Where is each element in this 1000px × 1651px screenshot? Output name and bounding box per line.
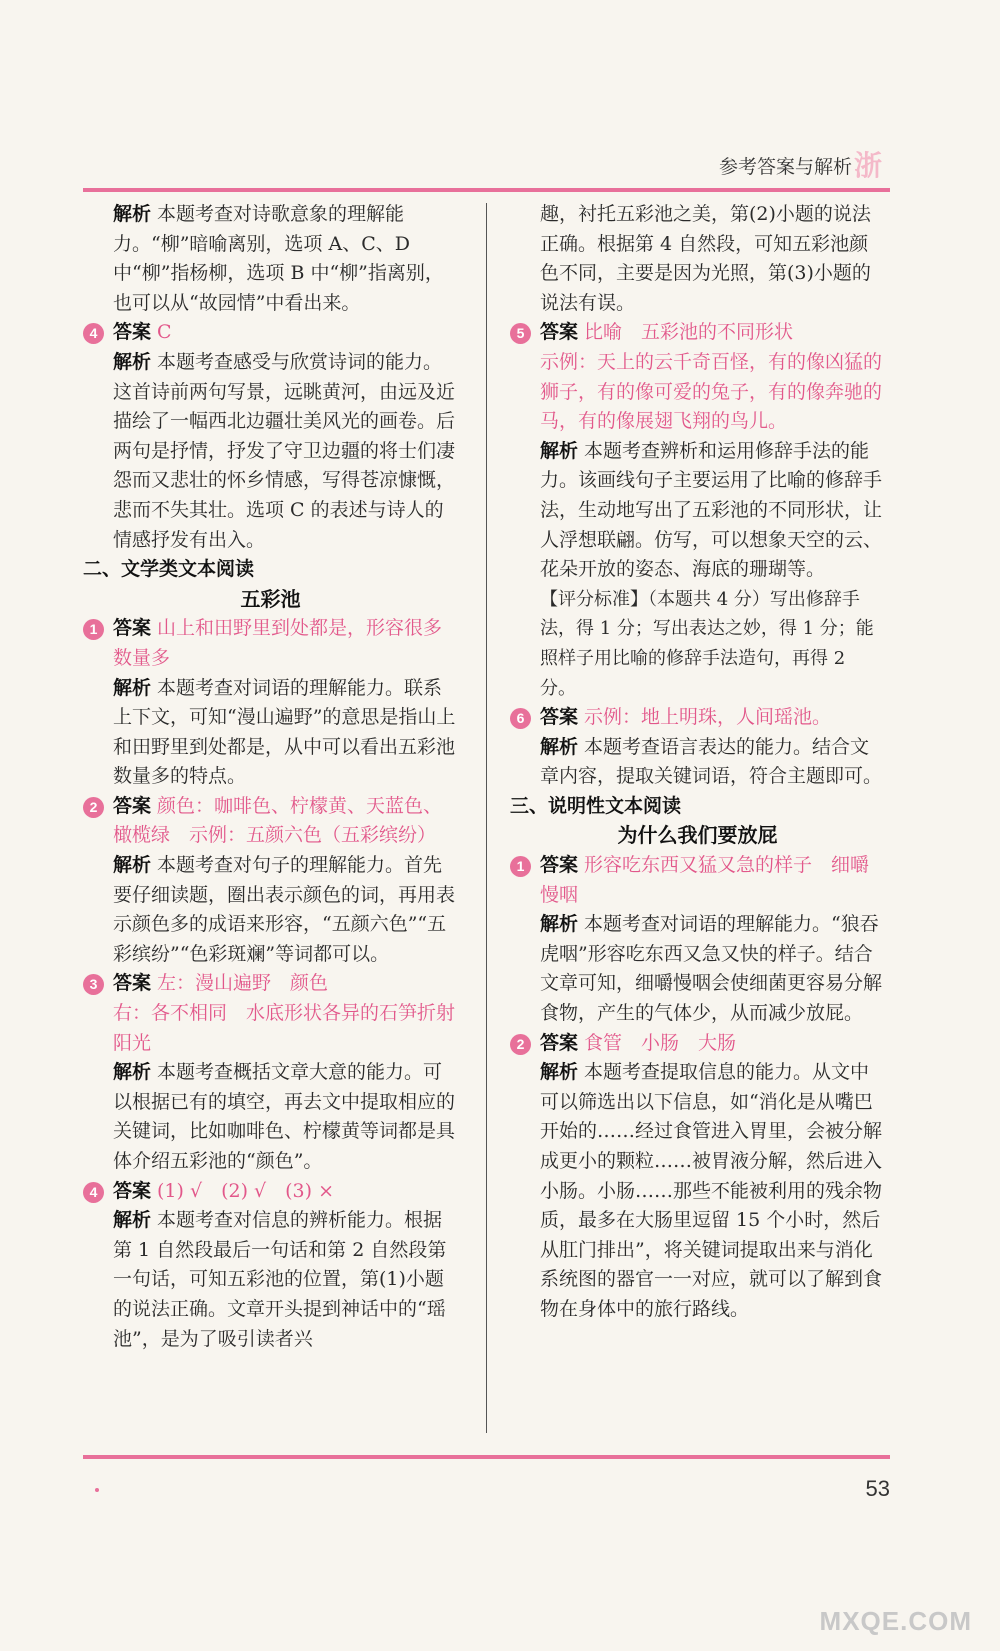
analysis-text: 本题考查语言表达的能力。结合文章内容，提取关键词语，符合主题即可。 [540,735,883,788]
question-5: 5 答案 比喻 五彩池的不同形状 示例：天上的云千奇百怪，有的像凶猛的狮子，有的像可爱的兔子，有的像奔驰的马，有的像展翅飞翔的鸟儿。 解析 本题考查辨析和运用修辞手法的能力。该画线句子主要运用了比喻的修辞手法，生动地写出了五彩池的不同形状，让人浮想联翩。仿写，可以想象天空的云、花朵开放的姿态、海底的珊瑚等。 【评分标准】（本题共 4 分）写出修辞手法，得 1 分；写出表达之妙，得 1 分；能照样子用比喻的修辞手法造句，再得 2 分。 [510,318,885,703]
answer-text: 食管 小肠 大肠 [584,1031,737,1054]
analysis-text: 本题考查概括文章大意的能力。可以根据已有的填空，再去文中提取相应的关键词，比如咖啡色、柠檬黄等词都是具体介绍五彩池的“颜色”。 [113,1061,456,1172]
answer-text: 示例：地上明珠，人间瑶池。 [584,706,832,729]
answer-text: 左：漫山遍野 颜色 [157,972,329,995]
answer-text: 形容吃东西又猛又急的样子 细嚼慢咽 [540,854,870,906]
analysis-text: 本题考查对词语的理解能力。联系上下文，可知“漫山遍野”的意思是指山上和田野里到处都是，从中可以看出五彩池数量多的特点。 [113,676,456,788]
article-title: 五彩池 [240,586,301,611]
question-1: 1 答案 山上和田野里到处都是，形容很多 数量多 解析 本题考查对词语的理解能力。联系上下文，可知“漫山遍野”的意思是指山上和田野里到处都是，从中可以看出五彩池数量多的特点。 [83,614,458,792]
answer-text: C [157,321,172,344]
answer-text: 山上和田野里到处都是，形容很多 数量多 [113,617,462,669]
analysis-text: 本题考查提取信息的能力。从文中可以筛选出以下信息，如“消化是从嘴巴开始的……经过食管进入胃里，会被分解成更小的颗粒……被胃液分解，然后进入小肠。小肠……那些不能被利用的残余物质，最多在大肠里逗留 15 个小时，然后从肛门排出”，将关键词提取出来与消化系统图的器官一一对应，就可以了解到食物在身体中的旅行路线。 [540,1061,883,1320]
section-heading: 三、说明性文本阅读 [510,794,682,817]
footer-rule [83,1455,890,1459]
province-mark: 浙 [854,149,883,182]
question-number: 4 [83,323,104,344]
column-divider [486,203,487,1433]
question-number: 5 [510,323,531,344]
question-2: 2 答案 颜色：咖啡色、柠檬黄、天蓝色、橄榄绿 示例：五颜六色（五彩缤纷） 解析 本题考查对句子的理解能力。首先要仔细读题，圈出表示颜色的词，再用表示颜色多的成语来形容，“五颜六色”“五彩缤纷”“色彩斑斓”等词都可以。 [83,792,458,970]
answer-text: (1) √ (2) √ (3) × [157,1179,335,1202]
question-number: 1 [83,619,104,640]
question-4b: 4 答案 (1) √ (2) √ (3) × 解析 本题考查对信息的辨析能力。根据第 1 自然段最后一句话和第 2 自然段第一句话，可知五彩池的位置，第(1)小题的说法正确。文章开头提到神话中的“瑶池”，是为了吸引读者兴 [83,1177,458,1355]
question-number: 1 [510,856,531,877]
scoring-standard: 【评分标准】（本题共 4 分）写出修辞手法，得 1 分；写出表达之妙，得 1 分；能照样子用比喻的修辞手法造句，再得 2 分。 [540,588,874,699]
analysis-text: 本题考查对句子的理解能力。首先要仔细读题，圈出表示颜色的词，再用表示颜色多的成语来形容，“五颜六色”“五彩缤纷”“色彩斑斓”等词都可以。 [113,854,456,965]
footer-dot [95,1488,99,1492]
question-3: 3 答案 左：漫山遍野 颜色 右：各不相同 水底形状各异的石笋折射阳光 解析 本题考查概括文章大意的能力。可以根据已有的填空，再去文中提取相应的关键词，比如咖啡色、柠檬黄等词都是具体介绍五彩池的“颜色”。 [83,969,458,1176]
question-4: 4 答案 C 解析 本题考查感受与欣赏诗词的能力。这首诗前两句写景，远眺黄河，由远及近描绘了一幅西北边疆壮美风光的画卷。后两句是抒情，抒发了守卫边疆的将士们凄怨而又悲壮的怀乡情感，写得苍凉慷慨，悲而不失其壮。选项 C 的表述与诗人的情感抒发有出入。 [83,318,458,555]
header-title: 参考答案与解析 [718,156,852,178]
question-number: 4 [83,1182,104,1203]
answer-example: 示例：天上的云千奇百怪，有的像凶猛的狮子，有的像可爱的兔子，有的像奔驰的马，有的像展翅飞翔的鸟儿。 [540,350,883,433]
left-column [83,200,462,1354]
question-number: 6 [510,708,531,729]
question-number: 2 [83,797,104,818]
article-title: 为什么我们要放屁 [617,823,778,848]
question-number: 2 [510,1034,531,1055]
header-rule [83,188,890,192]
page-number: 53 [865,1476,890,1501]
question-b2: 2 答案 食管 小肠 大肠 解析 本题考查提取信息的能力。从文中可以筛选出以下信息，如“消化是从嘴巴开始的……经过食管进入胃里，会被分解成更小的颗粒……被胃液分解，然后进入小肠。小肠……那些不能被利用的残余物质，最多在大肠里逗留 15 个小时，然后从肛门排出”，将关键词提取出来与消化系统图的器官一一对应，就可以了解到食物在身体中的旅行路线。 [510,1029,885,1325]
right-column [510,200,885,1325]
question-number: 3 [83,974,104,995]
section-heading: 二、文学类文本阅读 [83,558,255,581]
analysis-text: 本题考查感受与欣赏诗词的能力。这首诗前两句写景，远眺黄河，由远及近描绘了一幅西北边疆壮美风光的画卷。后两句是抒情，抒发了守卫边疆的将士们凄怨而又悲壮的怀乡情感，写得苍凉慷慨，悲而不失其壮。选项 C 的表述与诗人的情感抒发有出入。 [113,350,456,551]
answer-text: 颜色：咖啡色、柠檬黄、天蓝色、橄榄绿 示例：五颜六色（五彩缤纷） [113,794,443,847]
analysis-text: 本题考查对信息的辨析能力。根据第 1 自然段最后一句话和第 2 自然段第一句话，可知五彩池的位置，第(1)小题的说法正确。文章开头提到神话中的“瑶池”，是为了吸引读者兴 [113,1209,447,1350]
watermark-text: MXQE.COM [819,1606,972,1636]
analysis-continued: 趣，衬托五彩池之美，第(2)小题的说法正确。根据第 4 自然段，可知五彩池颜色不同，主要是因为光照，第(3)小题的说法有误。 [540,203,871,314]
answer-text-2: 右：各不相同 水底形状各异的石笋折射阳光 [113,1002,456,1054]
analysis-block: 解析 本题考查对诗歌意象的理解能力。“柳”暗喻离别，选项 A、C、D 中“柳”指杨柳，选项 B 中“柳”指离别，也可以从“故园情”中看出来。 [113,203,444,314]
analysis-text: 本题考查对词语的理解能力。“狼吞虎咽”形容吃东西又急又快的样子。结合文章可知，细嚼慢咽会使细菌更容易分解食物，产生的气体少，从而减少放屁。 [540,913,883,1025]
question-6: 6 答案 示例：地上明珠，人间瑶池。 解析 本题考查语言表达的能力。结合文章内容，提取关键词语，符合主题即可。 [510,703,885,792]
analysis-text: 本题考查辨析和运用修辞手法的能力。该画线句子主要运用了比喻的修辞手法，生动地写出了五彩池的不同形状，让人浮想联翩。仿写，可以想象天空的云、花朵开放的姿态、海底的珊瑚等。 [540,439,883,581]
question-b1: 1 答案 形容吃东西又猛又急的样子 细嚼慢咽 解析 本题考查对词语的理解能力。“狼吞虎咽”形容吃东西又急又快的样子。结合文章可知，细嚼慢咽会使细菌更容易分解食物，产生的气体少，从而减少放屁。 [510,851,885,1029]
answer-text: 比喻 五彩池的不同形状 [584,321,794,344]
